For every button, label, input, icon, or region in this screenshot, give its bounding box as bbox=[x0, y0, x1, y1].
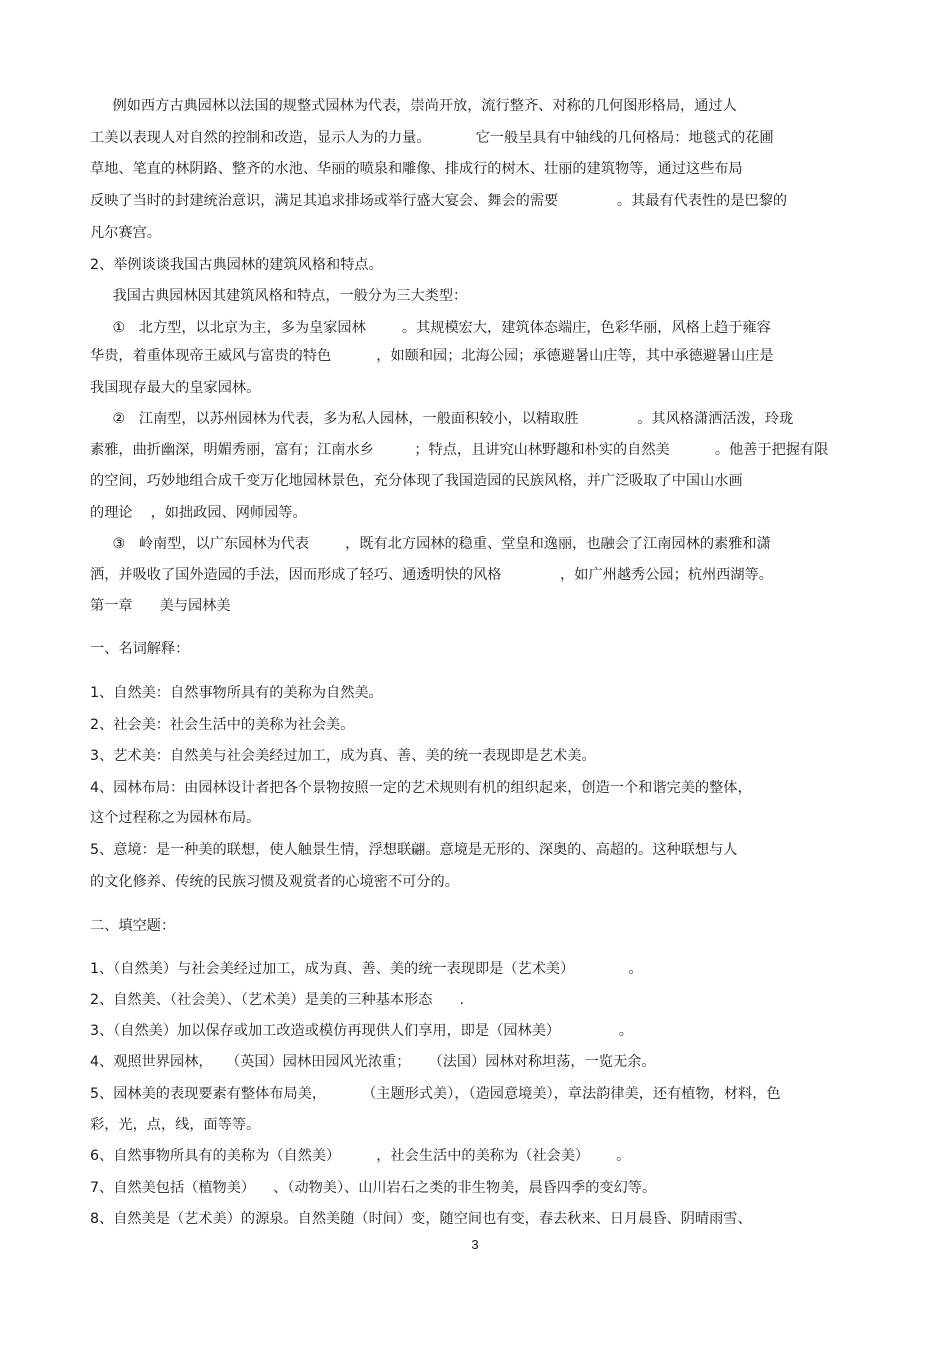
text-line: 的文化修养、传统的民族习惯及观赏者的心境密不可分的。 bbox=[90, 874, 459, 890]
text-line: 的空间，巧妙地组合成千变万化地园林景色，充分体现了我国造园的民族风格，并广泛吸取了中国山水画 bbox=[90, 473, 743, 489]
definition-item: 5、意境：是一种美的联想，使人触景生情，浮想联翩。意境是无形的、深奥的、高超的。这种联想与人 bbox=[90, 842, 738, 858]
chapter-heading: 第一章 美与园林美 bbox=[90, 598, 231, 614]
definition-item: 1、自然美：自然事物所具有的美称为自然美。 bbox=[90, 685, 383, 701]
text-line: 华贵，着重体现帝王威风与富贵的特色 ，如颐和园；北海公园；承德避暑山庄等，其中承德避暑山庄是 bbox=[90, 348, 774, 364]
text-line: 这个过程称之为园林布局。 bbox=[90, 810, 261, 826]
text-line: 我国现存最大的皇家园林。 bbox=[90, 380, 261, 396]
fill-blank-item: 7、自然美包括（植物美） 、（动物美）、山川岩石之类的非生物美，晨昏四季的变幻等。 bbox=[90, 1180, 657, 1196]
text-line: 我国古典园林因其建筑风格和特点，一般分为三大类型： bbox=[90, 288, 468, 304]
section-heading: 二、填空题： bbox=[90, 918, 176, 934]
text-line: 草地、笔直的林阴路、整齐的水池、华丽的喷泉和雕像、排成行的树木、壮丽的建筑物等，通过这些布局 bbox=[90, 161, 743, 177]
definition-item: 4、园林布局：由园林设计者把各个景物按照一定的艺术规则有机的组织起来，创造一个和谐完美的整体， bbox=[90, 780, 752, 796]
text-line: 凡尔赛宫。 bbox=[90, 225, 161, 241]
fill-blank-item: 8、自然美是（艺术美）的源泉。自然美随（时间）变，随空间也有变，春去秋来、日月晨昏、阴晴雨雪、 bbox=[90, 1211, 752, 1227]
text-line: 的理论 ，如拙政园、网师园等。 bbox=[90, 505, 307, 521]
text-line: 反映了当时的封建统治意识，满足其追求排场或举行盛大宴会、舞会的需要 。其最有代表性的是巴黎的 bbox=[90, 193, 788, 209]
fill-blank-item: 5、园林美的表现要素有整体布局美， （主题形式美），（造园意境美），章法韵律美，还有植物，材料，色 bbox=[90, 1086, 781, 1102]
fill-blank-item: 2、自然美、（社会美）、（艺术美）是美的三种基本形态 . bbox=[90, 992, 464, 1008]
text-line: ① 北方型，以北京为主，多为皇家园林 。其规模宏大，建筑体态端庄，色彩华丽，风格上趋于雍容 bbox=[90, 320, 771, 336]
definition-item: 2、社会美：社会生活中的美称为社会美。 bbox=[90, 717, 355, 733]
fill-blank-item: 4、观照世界园林， （英国）园林田园风光浓重； （法国）园林对称坦荡，一览无余。 bbox=[90, 1054, 656, 1070]
page-number: 3 bbox=[471, 1237, 479, 1252]
fill-blank-item: 6、自然事物所具有的美称为（自然美） ，社会生活中的美称为（社会美） 。 bbox=[90, 1148, 631, 1164]
text-line: ② 江南型，以苏州园林为代表，多为私人园林，一般面积较小，以精取胜 。其风格潇洒活泼，玲珑 bbox=[90, 411, 794, 427]
section-heading: 一、名词解释： bbox=[90, 641, 190, 657]
fill-blank-item: 3、（自然美）加以保存或加工改造或模仿再现供人们享用，即是（园林美） 。 bbox=[90, 1023, 633, 1039]
text-line: 例如西方古典园林以法国的规整式园林为代表，崇尚开放，流行整齐、对称的几何图形格局，通过人 bbox=[90, 98, 737, 114]
definition-item: 3、艺术美：自然美与社会美经过加工，成为真、善、美的统一表现即是艺术美。 bbox=[90, 748, 596, 764]
text-line: 素雅，曲折幽深，明媚秀丽，富有；江南水乡 ；特点，且讲究山林野趣和朴实的自然美 。他善于把握有限 bbox=[90, 442, 829, 458]
text-line: ③ 岭南型，以广东园林为代表 ，既有北方园林的稳重、堂皇和逸丽，也融会了江南园林的素雅和潇 bbox=[90, 536, 771, 552]
text-line: 洒，并吸收了国外造园的手法，因而形成了轻巧、通透明快的风格 ，如广州越秀公园；杭州西湖等。 bbox=[90, 567, 773, 583]
fill-blank-item: 1、（自然美）与社会美经过加工，成为真、善、美的统一表现即是（艺术美） 。 bbox=[90, 961, 643, 977]
text-line: 工美以表现人对自然的控制和改造，显示人为的力量。 它一般呈具有中轴线的几何格局：地毯式的花圃 bbox=[90, 130, 774, 146]
question-heading: 2、举例谈谈我国古典园林的建筑风格和特点。 bbox=[90, 257, 383, 273]
text-line: 彩，光，点，线，面等等。 bbox=[90, 1117, 261, 1133]
